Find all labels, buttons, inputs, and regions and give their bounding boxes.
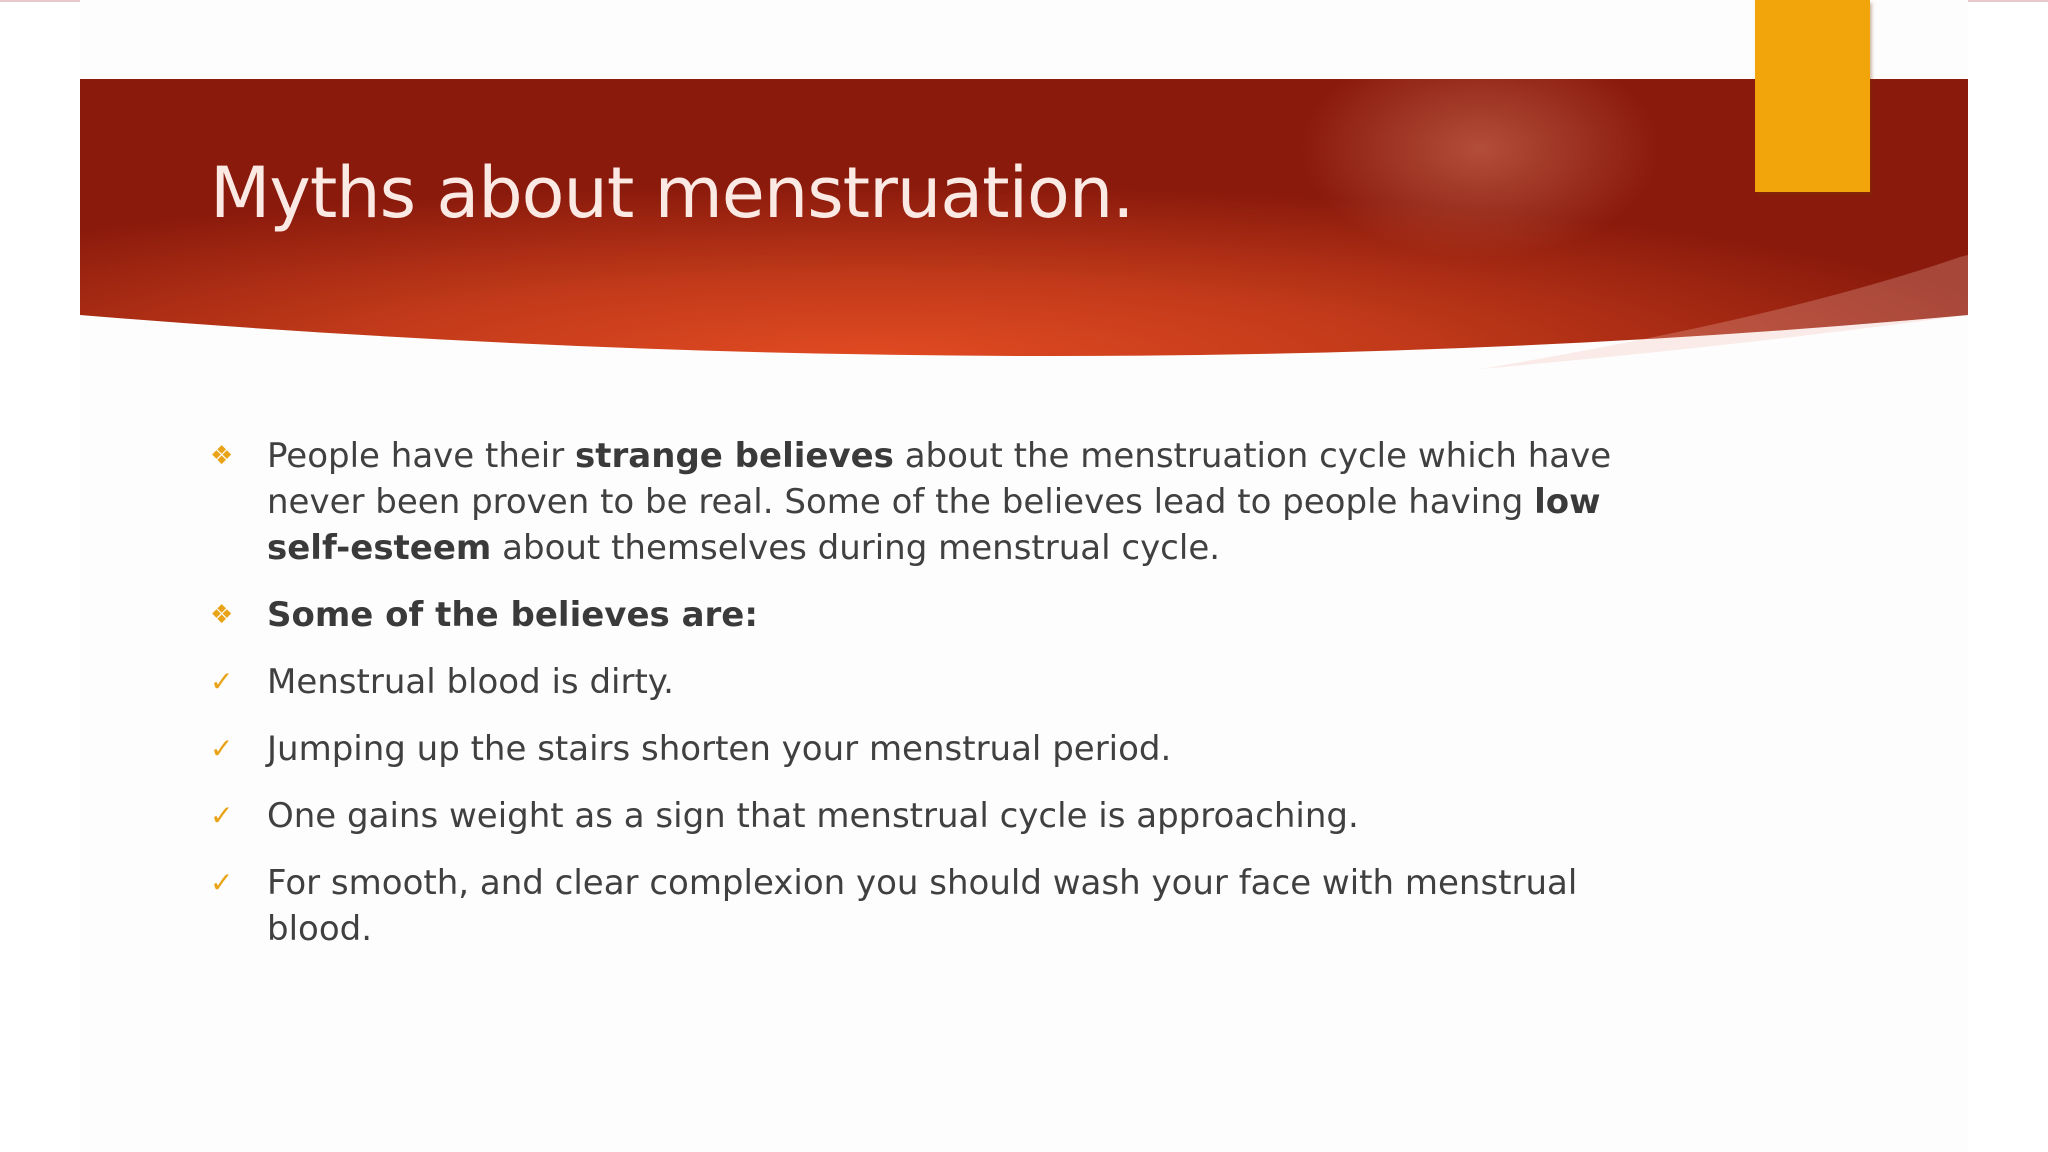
diamond-bullet-icon: ❖ (210, 600, 234, 630)
checkmark-icon: ✓ (210, 732, 234, 765)
diamond-bullet-icon: ❖ (210, 441, 234, 471)
text-segment: People have their (267, 436, 576, 476)
bold-text-segment: strange believes (575, 436, 894, 476)
bullet-item (210, 659, 1620, 705)
bullet-item (210, 860, 1620, 952)
bullet-text (267, 729, 1171, 769)
accent-tab (1755, 0, 1870, 192)
text-segment: about themselves during menstrual cycle. (491, 528, 1221, 568)
checkmark-icon: ✓ (210, 665, 234, 698)
bullet-item (210, 592, 1620, 638)
text-segment: For smooth, and clear complexion you should wash your face with menstrual blood. (267, 863, 1578, 949)
checkmark-icon: ✓ (210, 799, 234, 832)
text-segment: Menstrual blood is dirty. (267, 662, 674, 702)
bullet-item (210, 793, 1620, 839)
bullet-text (267, 796, 1359, 836)
bullet-item (210, 726, 1620, 772)
bullet-text (267, 595, 758, 635)
text-segment: One gains weight as a sign that menstrual cycle is approaching. (267, 796, 1359, 836)
bullet-text (267, 436, 1611, 568)
slide-title: Myths about menstruation. (210, 152, 1134, 234)
bullet-item (210, 433, 1620, 571)
bold-text-segment: low self-esteem (267, 482, 1601, 568)
checkmark-icon: ✓ (210, 866, 234, 899)
bold-text-segment: Some of the believes are: (267, 595, 758, 635)
text-segment: about the menstruation cycle which have never been proven to be real. Some of the believes lead to people having (267, 436, 1612, 522)
bullet-text (267, 863, 1577, 949)
text-segment: Jumping up the stairs shorten your menstrual period. (267, 729, 1172, 769)
bullet-text (267, 662, 674, 702)
bullet-list (210, 433, 1620, 973)
